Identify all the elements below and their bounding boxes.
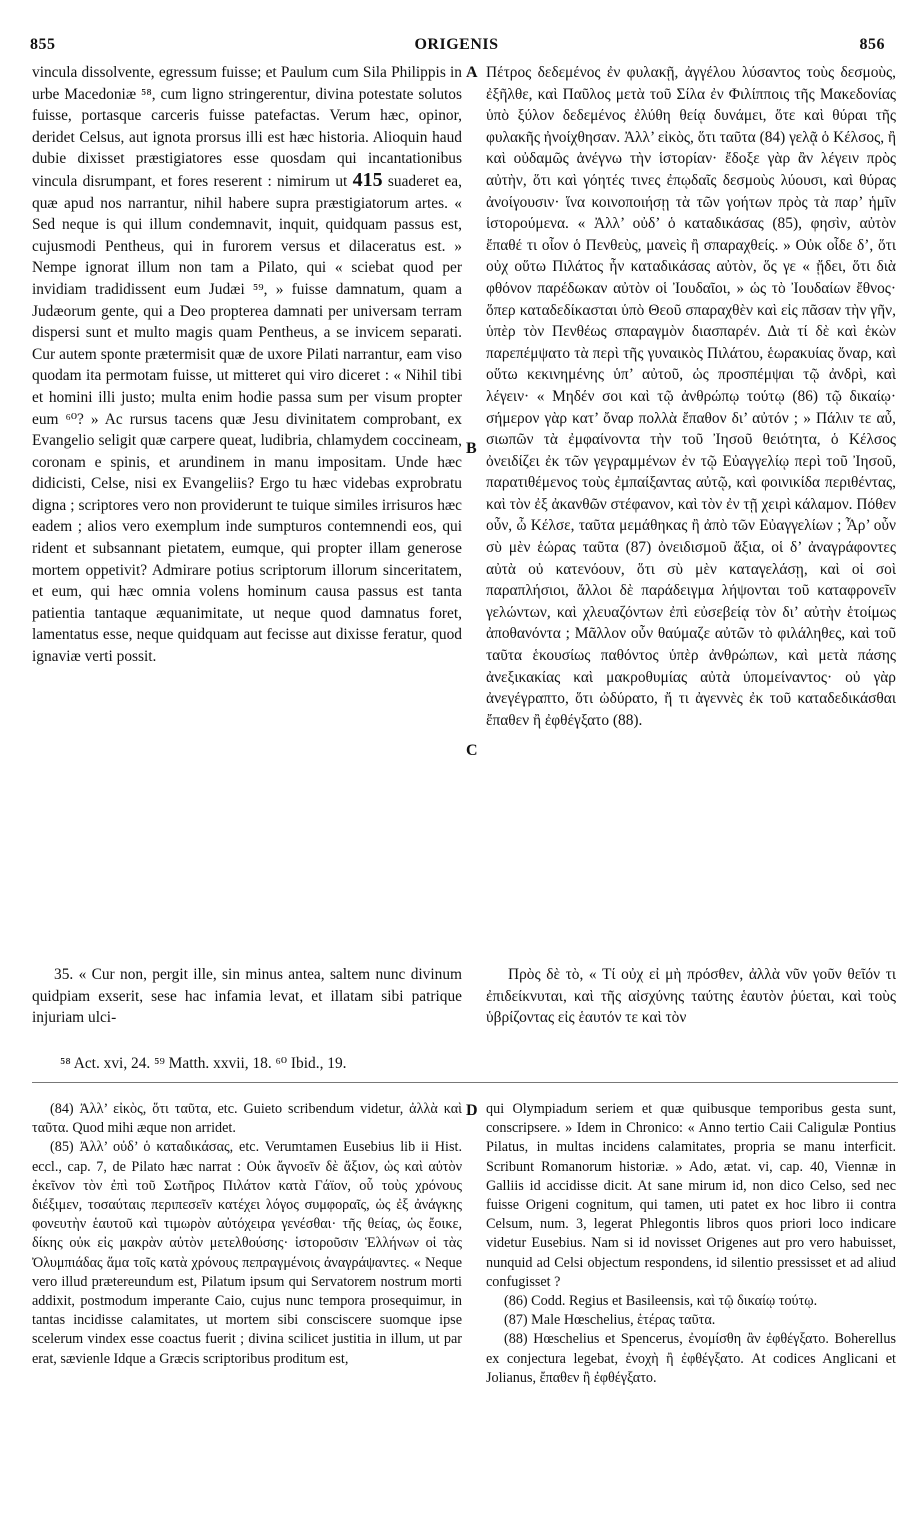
right-page-number: 856 (859, 36, 885, 53)
greek-text: Πέτρος δεδεμένος ἐν φυλακῇ, ἀγγέλου λύσαντος τοὺς δεσμοὺς, ἐξῆλθε, καὶ Παῦλος μετὰ τοῦ Σίλα ἐν Φιλίπποις τῆς Μακεδονίας ὑπὸ ξύλον δεδεμένος ἐλύθη θείᾳ δυνάμει, ὅτε καὶ θύραι τῆς φυλακῆς ἠνοίχθησαν. Ἀλλ’ εἰκὸς, ὅτι ταῦτα (84) γελᾷ ὁ Κέλσος, ἢ καὶ οὐδαμῶς ἀνέγνω τὴν ἱστορίαν· ἔδοξε γὰρ ἂν λέγειν πρὸς αὐτὴν, ὅτι καὶ γόητές τινες ἐπῳδαῖς δεσμοὺς λύουσι, καὶ θύρας ἀνοίγουσιν· ἵνα κοινοποιήσῃ τὰ τῶν γοήτων πρὸς τὰ παρ’ ἡμῖν ἱστορούμενα. « Ἀλλ’ οὐδ’ ὁ καταδικάσας (85), φησὶν, αὐτὸν ἔπαθέ τι οἷον ὁ Πενθεὺς, μανεὶς ἢ σπαραχθείς. » Οὐκ οἶδε δ’, ὅτι οὐχ οὕτω Πιλάτος ἦν καταδικάσας αὐτὸν, ὅς γε « ᾔδει, ὅτι διὰ φθόνον παρέδωκαν αὐτὸν οἱ Ἰουδαῖοι, » ὡς τὸ Ἰουδαίων ἔθνος· ὅπερ καταδεδίκασται ὑπὸ Θεοῦ σπαραχθὲν καὶ εἰς πᾶσαν τὴν γῆν, ὑπὲρ τὸν Πενθέως σπαραγμὸν διασπαρέν. Διὰ τί δὲ καὶ ἑκὼν παρεπέμψατο τὰ περὶ τῆς γυναικὸς Πιλάτου, ἑωρακυίας ὄναρ, καὶ οὕτω κεκινημένης ὑπ’ αὐτοῦ, ὡς προσπέμψαι τῷ ἀνδρὶ, καὶ λέγειν· « Μηδέν σοι καὶ τῷ ἀνθρώπῳ τούτῳ (86) τῷ δικαίῳ· σήμερον γὰρ κατ’ ὄναρ πολλὰ ἔπαθον δι’ αὐτόν ; » Πάλιν τε αὖ, σιωπῶν τὰ ἐμφαίνοντα τὴν τοῦ Ἰησοῦ θειότητα, ὁ Κέλσος ὀνειδίζει ἐκ τῶν γεγραμμένων ἐν τῷ Εὐαγγελίῳ περὶ τοῦ Ἰησοῦ, παρατιθέμενος τοὺς ἐμπαίξαντας αὐτῷ, καὶ φοινικίδα περιθέντας, καὶ τὸν ἐξ ἀκανθῶν στέφανον, καὶ τὸν ἐν τῇ χειρὶ κάλαμον. Πόθεν οὖν, ὦ Κέλσε, ταῦτα μεμάθηκας ἢ ἀπὸ τῶν Εὐαγγελίων ; Ἆρ’ οὖν σὺ μὲν ἑώρας ταῦτα (87) ὀνειδισμοῦ ἄξια, οἱ δ’ ἀναγράφοντες αὐτὰ οὐ κατενόουν, ὅτι σὺ μὲν καταγελάσῃ, καὶ οἱ σοὶ παραπλήσιοι, ἄλλοι δὲ παράδειγμα λήψονται τοῦ καταφρονεῖν γελώντων, καὶ χλευαζόντων ἐπὶ εὐσεβείᾳ τὸν δι’ αὐτὴν ἑτοίμως ἀποθανόντα ; Μᾶλλον οὖν θαύμαζε αὐτῶν τὸ φιλάληθες, καὶ τοῦ ταῦτα ἑκουσίως παθόντος ὑπὲρ ἀνθρώπων, καὶ μετὰ πάσης ἀνεξικακίας καὶ μακροθυμίας αὐτὰ ὑπομείναντος· οὐ γὰρ ἀνεγέγραπτο, ὅτι ὠδύρατο, ἤ τι ἀγεννὲς ἐκ τοῦ καταδεδικάσθαι ἔπαθεν ἢ ἐφθέγξατο (88). (486, 64, 896, 729)
notes-left-column (32, 1100, 462, 1369)
latin-main-column (32, 62, 462, 668)
note-87: (87) Male Hœschelius, ἑτέρας ταῦτα. (504, 1312, 716, 1329)
latin-section-35: 35. « Cur non, pergit ille, sin minus antea, saltem nunc divinum quidpiam exserit, sese hac infamia levat, et illatam sibi patrique injuriam ulci- (32, 966, 462, 1027)
latin-text-after-margin-number: suaderet ea, quæ apud nos narrantur, nihil habere supra præstigiatorum artes. « Sed neque is qui illum condemnavit, inquit, quidquam passus est, cujusmodi Pentheus, qui in furorem versus et dilaceratus est. » Nempe ignorat illum non tam a Pilato, qui « sciebat quod per invidiam tradidissent eum Judæi ⁵⁹, » fuisse damnatum, quam a Judæorum gente, qui a Deo propterea damnati per universam terram dispersi sunt et multo magis quam Pentheus, a se invicem separati. Cur autem sponte prætermisit quæ de uxore Pilati narrantur, eam viso quodam ita permotam fuisse, ut mitteret qui viro diceret : « Nihil tibi et homini illi justo; multa enim hodie passa sum per visum propter eum ⁶⁰? » Ac rursus tacens quæ Jesu divinitatem comprobant, ex Evangelio seligit quæ carpere queat, ludibria, chlamydem coccineam, coronam e spinis, et arundinem in manu impositam. Unde hæc didicisti, Celse, nisi ex Evangeliis? Ergo tu hæc videbas exprobratu digna ; scriptores vero non providerunt te tuique similes irrisuros hæc eadem ; alios vero exemplum inde sumpturos contemnendi eos, qui rident et subsannant pietatem, eumque, qui propter illam generose mortem oppetivit? Admirare potius scriptorum illorum sinceritatem, et eum, qui hæc omnia volens hominum causa passus est tanta patientia tantaque æquanimitate, ut neque quod damnatus foret, lamentatus esse, neque quidquam aut fecisse aut dixisse feratur, quod ignaviæ verti possit. (32, 172, 462, 666)
notes-divider (32, 1082, 898, 1083)
latin-text-before-margin-number: vincula dissolvente, egressum fuisse; et Paulum cum Sila Philippis in urbe Macedoniæ ⁵⁸, cum ligno stringerentur, divina potestate solutos fuisse, portasque carceris fuisse patefactas. Verum hæc, opinor, deridet Celsus, aut ignota prorsus illi est hæc historia. Alioquin haud dubie dixisset præstigiatores esse quosdam qui incantationibus vincula disrumpant, et fores reserent : nimirum ut (32, 64, 462, 190)
note-86: (86) Codd. Regius et Basileensis, καὶ τῷ δικαίῳ τούτῳ. (504, 1293, 818, 1310)
section-marker-c: C (466, 742, 478, 759)
left-page-number: 855 (30, 36, 56, 53)
scripture-references: ⁵⁸ Act. xvi, 24. ⁵⁹ Matth. xxvii, 18. ⁶⁰ Ibid., 19. (60, 1055, 347, 1072)
note-85: (85) Ἀλλ’ οὐδ’ ὁ καταδικάσας, etc. Verumtamen Eusebius lib ii Hist. eccl., cap. 7, de Pilato hæc narrat : Οὐκ ἄγνοεῖν δὲ ἄξιον, ὡς καὶ αὐτὸν ἐκεῖνον τὸν ἐπὶ τοῦ Σωτῆρος Πιλάτον κατὰ Γάϊον, οὗ τοὺς χρόνους διέξιμεν, τοσαύταις περιπεσεῖν κατέχει λόγος συμφοραῖς, ὡς ἐξ ἀνάγκης φονευτὴν ἑαυτοῦ καὶ τιμωρὸν αὐτόχειρα γενέσθαι· τῆς θείας, ὡς ἔοικε, δίκης οὐκ εἰς μακρὰν αὐτὸν μετελθούσης· ἱστοροῦσιν Ἑλλήνων οἱ τὰς Ὀλυμπιάδας ἅμα τοῖς κατὰ χρόνους πεπραγμένοις ἀναγράψαντες. « Neque vero illud prætereundum est, Pilatum ipsum qui Servatorem nostrum morti addixit, postmodum imperante Caio, cujus nunc tempora prosequimur, in tantas incidisse calamitates, ut mortem sibi consciscere suomque ipse scelerum vindex esse coactus fuerit ; divina scilicet justitia in illum, ut par erat, sævienle Idque a Græcis scriptoribus proditum est, (32, 1139, 462, 1367)
margin-number: 415 (352, 168, 383, 191)
section-marker-b: B (466, 440, 477, 457)
greek-section-35: Πρὸς δὲ τὸ, « Τί οὐχ εἰ μὴ πρόσθεν, ἀλλὰ νῦν γοῦν θεῖόν τι ἐπιδείκνυται, καὶ τῆς αἰσχύνης ταύτης ἑαυτὸν ῥύεται, καὶ τοὺς ὑβρίζοντας εἰς ἑαυτόν τε καὶ τὸν (486, 966, 896, 1027)
note-85-continued: qui Olympiadum seriem et quæ quibusque temporibus gesta sunt, conscripsere. » Idem in Chronico: « Anno tertio Caii Caligulæ Pontius Pilatus, in multas incidens calamitates, propria se manu interficit. Scribunt Romanorum historiæ. » Ado, ætat. vi, cap. 40, Viennæ in Galliis id accidisse dicit. At sane mirum id, non dico Celso, sed nec fuisse Origeni cognitum, qui tamen, uti patet ex hoc libro ii contra Celsum, num. 3, legerat Phlegontis libros quos priori loco indicare videtur Eusebius. Nam si id novisset Origenes aut pro vero habuisset, nunquid ad Celsi objectum respondens, id silentio pressisset et ad aliud confugisset ? (486, 1101, 896, 1290)
running-title: ORIGENIS (414, 36, 499, 53)
note-84: (84) Ἀλλ’ εἰκὸς, ὅτι ταῦτα, etc. Guieto scribendum videtur, ἀλλὰ καὶ ταῦτα. Quod mihi æque non arridet. (32, 1101, 462, 1137)
greek-main-column (486, 62, 896, 731)
notes-right-column (486, 1100, 896, 1388)
note-88: (88) Hœschelius et Spencerus, ἐνομίσθη ἂν ἐφθέγξατο. Boherellus ex conjectura legebat, ἐνοχὴ ἢ ἐφθέγξατο. At codices Anglicani et Jolianus, ἔπαθεν ἢ ἐφθέγξατο. (486, 1331, 896, 1386)
section-marker-d: D (466, 1102, 478, 1119)
section-marker-a: A (466, 64, 478, 81)
